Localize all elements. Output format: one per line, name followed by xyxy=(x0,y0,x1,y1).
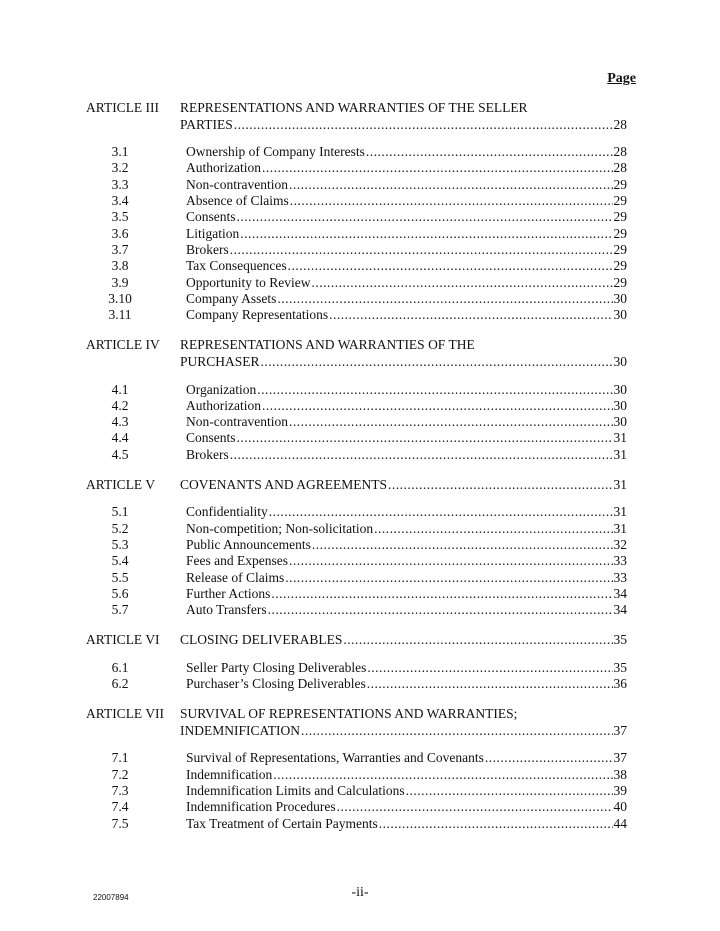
article-title-line: REPRESENTATIONS AND WARRANTIES OF THE xyxy=(180,337,475,353)
article-title: COVENANTS AND AGREEMENTS xyxy=(180,477,388,492)
dot-leader xyxy=(271,586,612,602)
dot-leader xyxy=(237,209,613,225)
dot-leader xyxy=(262,160,613,176)
article-title: INDEMNIFICATION xyxy=(180,723,300,739)
section-number: 5.4 xyxy=(111,553,129,569)
article-entry[interactable] xyxy=(180,723,627,739)
page-number: -ii- xyxy=(351,885,369,900)
section-page: 31 xyxy=(613,520,627,536)
article-label: ARTICLE IV xyxy=(86,337,160,353)
section-entry[interactable] xyxy=(186,177,627,193)
section-title: Brokers xyxy=(186,241,229,257)
section-page: 28 xyxy=(613,160,627,176)
section-title: Tax Consequences xyxy=(186,258,287,274)
section-entry[interactable] xyxy=(186,275,627,291)
dot-leader xyxy=(289,414,613,430)
section-title: Consents xyxy=(186,430,236,446)
section-title: Indemnification Procedures xyxy=(186,799,336,815)
section-entry[interactable] xyxy=(186,398,627,414)
section-title: Auto Transfers xyxy=(186,602,267,618)
section-page: 31 xyxy=(613,446,627,462)
section-number: 3.9 xyxy=(111,274,129,290)
section-entry[interactable] xyxy=(186,144,627,160)
section-number: 3.10 xyxy=(108,290,132,306)
section-page: 29 xyxy=(613,241,627,257)
article-page: 37 xyxy=(613,723,627,739)
dot-leader xyxy=(337,799,613,815)
dot-leader xyxy=(273,767,612,783)
section-title: Authorization xyxy=(186,397,261,413)
section-title: Seller Party Closing Deliverables xyxy=(186,659,367,675)
dot-leader xyxy=(289,553,613,569)
section-number: 5.5 xyxy=(111,569,129,585)
dot-leader xyxy=(262,398,613,414)
section-page: 30 xyxy=(613,381,627,397)
section-page: 30 xyxy=(613,290,627,306)
document-code: 22007894 xyxy=(93,893,129,902)
dot-leader xyxy=(234,117,613,133)
article-title-line: SURVIVAL OF REPRESENTATIONS AND WARRANTIES; xyxy=(180,706,518,722)
dot-leader xyxy=(257,382,612,398)
section-entry[interactable] xyxy=(186,570,627,586)
article-label: ARTICLE VII xyxy=(86,706,165,722)
section-entry[interactable] xyxy=(186,553,627,569)
section-number: 4.5 xyxy=(111,446,129,462)
section-title: Purchaser’s Closing Deliverables xyxy=(186,676,366,691)
section-number: 3.7 xyxy=(111,241,129,257)
section-page: 38 xyxy=(613,766,627,782)
section-title: Company Representations xyxy=(186,307,329,323)
article-entry[interactable] xyxy=(180,117,627,133)
section-title: Further Actions xyxy=(186,585,271,601)
section-title: Non-contravention xyxy=(186,176,288,192)
section-page: 37 xyxy=(613,750,627,766)
section-page: 36 xyxy=(613,676,627,691)
article-page: 35 xyxy=(613,632,627,648)
section-title: Indemnification Limits and Calculations xyxy=(186,783,405,798)
section-number: 7.4 xyxy=(111,799,129,815)
section-entry[interactable] xyxy=(186,414,627,430)
section-number: 5.2 xyxy=(111,520,129,536)
section-page: 30 xyxy=(613,414,627,430)
article-title-line: REPRESENTATIONS AND WARRANTIES OF THE SELLER xyxy=(180,100,528,115)
dot-leader xyxy=(230,242,613,258)
dot-leader xyxy=(388,477,612,493)
section-number: 7.3 xyxy=(111,783,129,798)
section-title: Tax Treatment of Certain Payments xyxy=(186,815,378,831)
article-title: PURCHASER xyxy=(180,354,260,370)
section-page: 29 xyxy=(613,274,627,290)
section-page: 30 xyxy=(613,307,627,323)
section-number: 3.2 xyxy=(111,160,129,176)
dot-leader xyxy=(301,723,613,739)
section-entry[interactable] xyxy=(186,660,627,676)
section-number: 4.1 xyxy=(111,381,129,397)
section-entry[interactable] xyxy=(186,242,627,258)
section-number: 7.2 xyxy=(111,766,129,782)
dot-leader xyxy=(374,521,612,537)
section-number: 3.8 xyxy=(111,258,129,274)
section-page: 29 xyxy=(613,176,627,192)
dot-leader xyxy=(230,447,613,463)
section-entry[interactable] xyxy=(186,537,627,553)
section-entry[interactable] xyxy=(186,676,627,692)
section-entry[interactable] xyxy=(186,783,627,799)
section-entry[interactable] xyxy=(186,307,627,323)
section-title: Fees and Expenses xyxy=(186,553,288,569)
section-number: 5.1 xyxy=(111,504,129,520)
section-page: 30 xyxy=(613,397,627,413)
section-title: Company Assets xyxy=(186,290,277,306)
article-entry[interactable] xyxy=(180,477,627,493)
section-entry[interactable] xyxy=(186,816,627,832)
dot-leader xyxy=(237,430,613,446)
section-title: Non-contravention xyxy=(186,414,288,430)
section-page: 29 xyxy=(613,193,627,208)
section-entry[interactable] xyxy=(186,521,627,537)
dot-leader xyxy=(288,258,613,274)
section-entry[interactable] xyxy=(186,750,627,766)
section-page: 39 xyxy=(613,783,627,798)
dot-leader xyxy=(343,632,612,648)
section-title: Brokers xyxy=(186,446,229,462)
section-page: 28 xyxy=(613,144,627,160)
section-title: Organization xyxy=(186,381,257,397)
section-number: 4.3 xyxy=(111,414,129,430)
article-page: 31 xyxy=(613,477,627,492)
section-number: 4.4 xyxy=(111,430,129,446)
section-title: Authorization xyxy=(186,160,261,176)
section-page: 31 xyxy=(613,504,627,520)
section-page: 29 xyxy=(613,225,627,241)
section-entry[interactable] xyxy=(186,193,627,209)
section-title: Absence of Claims xyxy=(186,193,289,208)
article-page: 28 xyxy=(613,116,627,132)
section-page: 33 xyxy=(613,569,627,585)
section-entry[interactable] xyxy=(186,799,627,815)
section-page: 34 xyxy=(613,585,627,601)
section-title: Confidentiality xyxy=(186,504,268,520)
section-title: Indemnification xyxy=(186,766,273,782)
section-title: Litigation xyxy=(186,225,240,241)
section-number: 3.1 xyxy=(111,144,129,160)
article-title: CLOSING DELIVERABLES xyxy=(180,632,343,648)
section-entry[interactable] xyxy=(186,291,627,307)
article-entry[interactable] xyxy=(180,354,627,370)
section-page: 44 xyxy=(613,815,627,831)
section-title: Public Announcements xyxy=(186,536,311,552)
section-entry[interactable] xyxy=(186,447,627,463)
dot-leader xyxy=(312,537,613,553)
section-number: 6.2 xyxy=(111,676,129,691)
dot-leader xyxy=(367,660,612,676)
section-number: 3.4 xyxy=(111,193,129,208)
dot-leader xyxy=(406,783,613,799)
dot-leader xyxy=(240,226,612,242)
article-page: 30 xyxy=(613,354,627,370)
dot-leader xyxy=(312,275,613,291)
section-page: 35 xyxy=(613,659,627,675)
dot-leader xyxy=(285,570,612,586)
section-title: Opportunity to Review xyxy=(186,274,311,290)
section-entry[interactable] xyxy=(186,504,627,520)
section-number: 6.1 xyxy=(111,659,129,675)
section-number: 3.3 xyxy=(111,176,129,192)
section-number: 7.5 xyxy=(111,815,129,831)
section-number: 5.6 xyxy=(111,585,129,601)
section-number: 5.7 xyxy=(111,602,129,618)
dot-leader xyxy=(329,307,612,323)
dot-leader xyxy=(379,816,613,832)
section-number: 7.1 xyxy=(111,750,129,766)
section-number: 5.3 xyxy=(111,536,129,552)
section-number: 4.2 xyxy=(111,397,129,413)
page-column-header: Page xyxy=(607,71,636,86)
section-page: 40 xyxy=(613,799,627,815)
article-label: ARTICLE VI xyxy=(86,632,160,648)
article-entry[interactable] xyxy=(180,632,627,648)
section-entry[interactable] xyxy=(186,430,627,446)
section-page: 34 xyxy=(613,602,627,618)
dot-leader xyxy=(290,193,613,209)
dot-leader xyxy=(261,354,613,370)
section-entry[interactable] xyxy=(186,767,627,783)
section-entry[interactable] xyxy=(186,586,627,602)
article-title: PARTIES xyxy=(180,116,233,132)
section-entry[interactable] xyxy=(186,382,627,398)
dot-leader xyxy=(366,144,613,160)
dot-leader xyxy=(367,676,613,692)
dot-leader xyxy=(268,602,613,618)
dot-leader xyxy=(289,177,613,193)
section-title: Ownership of Company Interests xyxy=(186,144,365,160)
section-entry[interactable] xyxy=(186,209,627,225)
section-page: 29 xyxy=(613,209,627,225)
section-title: Release of Claims xyxy=(186,569,285,585)
dot-leader xyxy=(485,750,613,766)
section-page: 31 xyxy=(613,430,627,446)
section-number: 3.6 xyxy=(111,225,129,241)
section-entry[interactable] xyxy=(186,160,627,176)
dot-leader xyxy=(269,504,613,520)
section-title: Consents xyxy=(186,209,236,225)
article-label: ARTICLE V xyxy=(86,477,156,492)
section-title: Non-competition; Non-solicitation xyxy=(186,520,374,536)
section-page: 33 xyxy=(613,553,627,569)
section-number: 3.5 xyxy=(111,209,129,225)
dot-leader xyxy=(277,291,612,307)
article-label: ARTICLE III xyxy=(86,100,160,115)
section-entry[interactable] xyxy=(186,258,627,274)
section-entry[interactable] xyxy=(186,602,627,618)
section-title: Survival of Representations, Warranties and Covenants xyxy=(186,750,484,766)
section-page: 29 xyxy=(613,258,627,274)
section-entry[interactable] xyxy=(186,226,627,242)
section-page: 32 xyxy=(613,536,627,552)
section-number: 3.11 xyxy=(108,307,132,323)
